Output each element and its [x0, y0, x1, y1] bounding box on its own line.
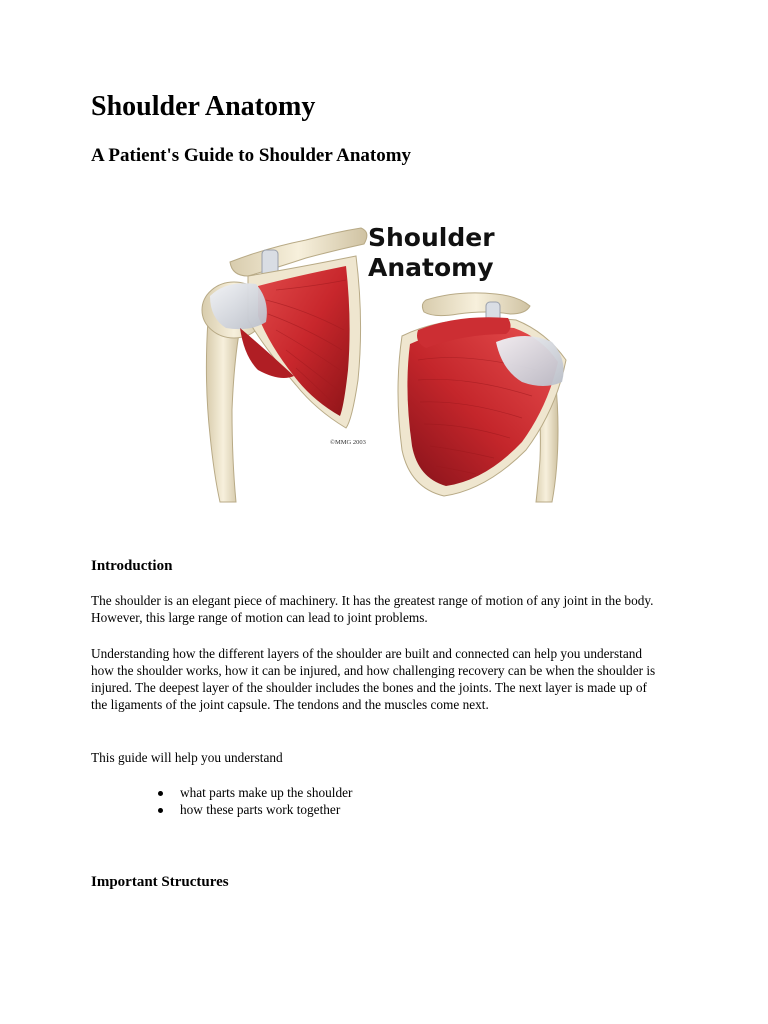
section-heading-introduction: Introduction [91, 558, 173, 574]
intro-paragraph-1: The shoulder is an elegant piece of machinery. It has the greatest range of motion of any joint in the body. However, this large range of motion can lead to joint problems. [91, 593, 654, 625]
list-item [156, 801, 352, 818]
intro-bullet-list [156, 784, 352, 818]
bullet-icon [158, 791, 163, 796]
page-title: Shoulder Anatomy [91, 91, 316, 122]
bullet-icon [158, 808, 163, 813]
figure-copyright: ©MMG 2003 [330, 439, 366, 446]
page-subtitle: A Patient's Guide to Shoulder Anatomy [91, 145, 412, 166]
right-shoulder-view [398, 293, 566, 502]
list-item-text: what parts make up the shoulder [180, 785, 353, 800]
figure-label-line1: Shoulder [368, 223, 495, 252]
intro-paragraph-2: Understanding how the different layers of the shoulder are built and connected can help you understand how the shoulder works, how it can be injured, and how challenging recovery can be when the shoulder is injured. The deepest layer of the shoulder includes the bones and the joints. The next layer is made up of the ligaments of the joint capsule. The tendons and the muscles come next. [91, 646, 656, 712]
intro-paragraph-3: This guide will help you understand [91, 750, 283, 765]
list-item [156, 784, 352, 801]
section-heading-important-structures: Important Structures [91, 874, 229, 890]
figure-label-line2: Anatomy [368, 253, 494, 282]
list-item-text: how these parts work together [180, 802, 341, 817]
left-shoulder-view [202, 228, 367, 502]
shoulder-anatomy-illustration [196, 210, 576, 510]
